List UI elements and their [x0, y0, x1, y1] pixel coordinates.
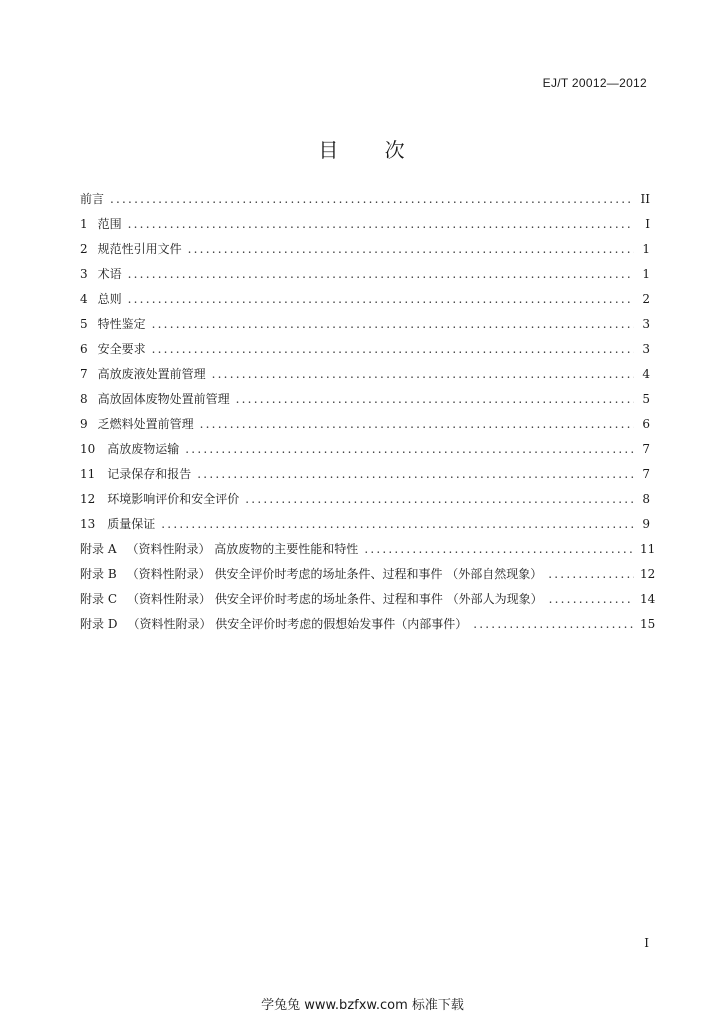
- toc-entry-page: 7: [642, 467, 650, 481]
- table-of-contents: [80, 190, 656, 640]
- toc-entry-label: 安全要求: [97, 342, 146, 356]
- toc-entry-page: 14: [640, 592, 656, 606]
- page-title: 目 次: [318, 138, 425, 162]
- toc-leader-dots: [236, 392, 634, 406]
- toc-entry-preface: [80, 190, 650, 215]
- toc-leader-dots: [197, 467, 634, 481]
- toc-entry-label: 特性鉴定: [97, 317, 146, 331]
- toc-entry-number: 13: [80, 517, 96, 531]
- toc-entry-10: [80, 440, 650, 465]
- toc-entry-page: 1: [642, 242, 650, 256]
- toc-entry-9: [80, 415, 650, 440]
- toc-leader-dots: [110, 192, 634, 206]
- toc-entry-page: 4: [642, 367, 650, 381]
- toc-entry-6: [80, 340, 650, 365]
- toc-entry-page: 3: [642, 342, 650, 356]
- toc-entry-number: 7: [80, 367, 88, 381]
- toc-entry-number: 10: [80, 442, 96, 456]
- toc-entry-page: 15: [640, 617, 656, 631]
- page-number: I: [644, 936, 649, 950]
- footer-watermark: 学兔兔 www.bzfxw.com 标准下载: [261, 998, 464, 1013]
- toc-entry-appendix-d: [80, 615, 656, 640]
- toc-entry-label: 规范性引用文件: [97, 242, 182, 256]
- toc-leader-dots: [152, 342, 634, 356]
- toc-entry-1: [80, 215, 650, 240]
- toc-entry-appendix-c: [80, 590, 656, 615]
- toc-entry-label: 范围: [97, 217, 122, 231]
- toc-entry-page: 1: [642, 267, 650, 281]
- toc-entry-page: 5: [642, 392, 650, 406]
- toc-entry-number: 9: [80, 417, 88, 431]
- toc-entry-number: 1: [80, 217, 88, 231]
- toc-entry-number: 5: [80, 317, 88, 331]
- toc-entry-label: 质量保证: [107, 517, 156, 531]
- toc-entry-number: 6: [80, 342, 88, 356]
- toc-leader-dots: [128, 267, 634, 281]
- toc-entry-8: [80, 390, 650, 415]
- toc-entry-page: 6: [642, 417, 650, 431]
- toc-entry-label: 术语: [97, 267, 122, 281]
- toc-entry-number: 12: [80, 492, 96, 506]
- toc-entry-number: 附录 B: [80, 567, 117, 581]
- toc-entry-3: [80, 265, 650, 290]
- toc-entry-4: [80, 290, 650, 315]
- toc-entry-number: 8: [80, 392, 88, 406]
- toc-entry-number: 4: [80, 292, 88, 306]
- toc-leader-dots: [549, 592, 634, 606]
- toc-leader-dots: [473, 617, 634, 631]
- toc-entry-page: 12: [640, 567, 656, 581]
- toc-entry-appendix-b: [80, 565, 656, 590]
- toc-leader-dots: [185, 442, 634, 456]
- toc-entry-label: 环境影响评价和安全评价: [107, 492, 240, 506]
- toc-entry-page: 8: [642, 492, 650, 506]
- toc-entry-5: [80, 315, 650, 340]
- toc-entry-label: （资料性附录） 供安全评价时考虑的假想始发事件（内部事件）: [127, 617, 468, 631]
- toc-entry-label: （资料性附录） 供安全评价时考虑的场址条件、过程和事件 （外部自然现象）: [126, 567, 543, 581]
- toc-entry-number: 3: [80, 267, 88, 281]
- toc-entry-2: [80, 240, 650, 265]
- toc-leader-dots: [128, 292, 634, 306]
- toc-leader-dots: [364, 542, 634, 556]
- toc-leader-dots: [200, 417, 634, 431]
- toc-entry-page: I: [645, 217, 650, 231]
- toc-entry-label: 总则: [97, 292, 122, 306]
- toc-entry-number: 11: [80, 467, 96, 481]
- toc-entry-label: （资料性附录） 高放废物的主要性能和特性: [126, 542, 359, 556]
- toc-entry-label: 高放废物运输: [107, 442, 180, 456]
- toc-entry-number: 附录 C: [80, 592, 117, 606]
- toc-entry-label: （资料性附录） 供安全评价时考虑的场址条件、过程和事件 （外部人为现象）: [127, 592, 543, 606]
- toc-entry-page: 9: [642, 517, 650, 531]
- toc-leader-dots: [161, 517, 634, 531]
- toc-entry-12: [80, 490, 650, 515]
- toc-leader-dots: [128, 217, 634, 231]
- toc-entry-page: II: [640, 192, 650, 206]
- toc-entry-number: 附录 A: [80, 542, 117, 556]
- toc-entry-page: 2: [642, 292, 650, 306]
- toc-leader-dots: [212, 367, 634, 381]
- toc-entry-11: [80, 465, 650, 490]
- toc-entry-label: 乏燃料处置前管理: [97, 417, 194, 431]
- document-code: EJ/T 20012—2012: [542, 76, 647, 90]
- toc-entry-7: [80, 365, 650, 390]
- toc-entry-number: 附录 D: [80, 617, 118, 631]
- toc-leader-dots: [152, 317, 634, 331]
- toc-entry-label: 记录保存和报告: [107, 467, 192, 481]
- toc-entry-page: 7: [642, 442, 650, 456]
- toc-entry-page: 3: [642, 317, 650, 331]
- toc-entry-number: 2: [80, 242, 88, 256]
- toc-entry-appendix-a: [80, 540, 656, 565]
- toc-entry-label: 高放固体废物处置前管理: [97, 392, 230, 406]
- toc-leader-dots: [548, 567, 634, 581]
- toc-entry-label: 高放废液处置前管理: [97, 367, 206, 381]
- toc-entry-13: [80, 515, 650, 540]
- toc-entry-page: 11: [640, 542, 656, 556]
- toc-leader-dots: [245, 492, 634, 506]
- toc-leader-dots: [188, 242, 634, 256]
- toc-entry-label: 前言: [80, 192, 105, 206]
